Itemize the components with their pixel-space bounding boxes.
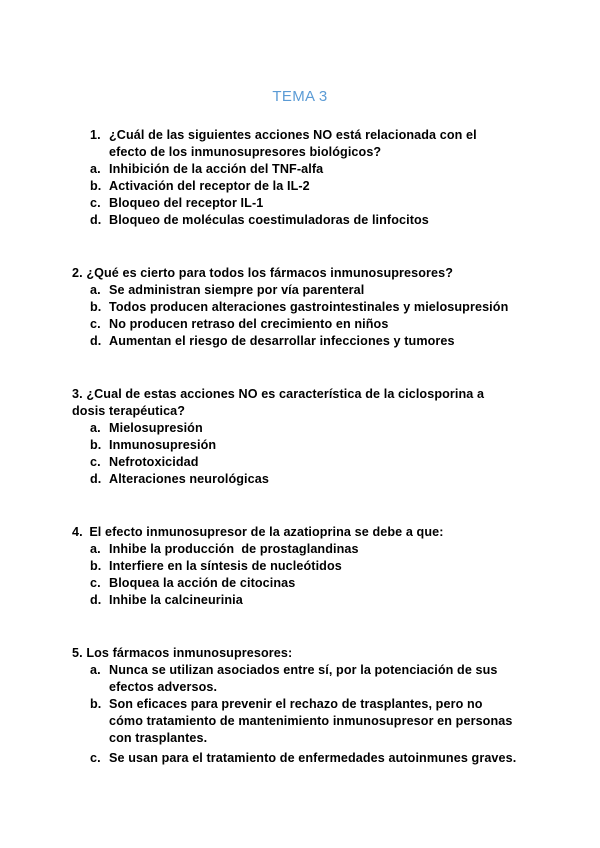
option-letter: c. (90, 576, 101, 590)
option-letter: a. (90, 663, 101, 677)
option-text: Mielosupresión (109, 421, 203, 435)
question-number: 2. (72, 266, 83, 280)
option-letter: d. (90, 334, 102, 348)
option-letter: d. (90, 472, 102, 486)
option-text: Aumentan el riesgo de desarrollar infecciones y tumores (109, 334, 455, 348)
option-text: Activación del receptor de la IL-2 (109, 179, 310, 193)
option-letter: b. (90, 559, 102, 573)
option-letter: c. (90, 455, 101, 469)
question-3 (72, 386, 542, 420)
question-4 (72, 524, 444, 541)
option-text: No producen retraso del crecimiento en niños (109, 317, 389, 331)
option-letter: b. (90, 300, 102, 314)
option-letter: a. (90, 421, 101, 435)
option-letter: b. (90, 438, 102, 452)
option-letter: a. (90, 162, 101, 176)
question-2 (72, 265, 453, 282)
option-letter: a. (90, 283, 101, 297)
option-text: Bloqueo de moléculas coestimuladoras de linfocitos (109, 213, 429, 227)
option-text: con trasplantes. (109, 731, 208, 745)
question-number: 1. (90, 128, 101, 142)
question-text-line: ¿Cuál de las siguientes acciones NO está relacionada con el (109, 128, 477, 142)
option-text: Se administran siempre por vía parenteral (109, 283, 365, 297)
option-text: Todos producen alteraciones gastrointestinales y mielosupresión (109, 300, 509, 314)
option-text: efectos adversos. (109, 680, 218, 694)
option-letter: b. (90, 697, 102, 711)
question-text-line: ¿Qué es cierto para todos los fármacos inmunosupresores? (86, 266, 454, 280)
option-letter: d. (90, 213, 102, 227)
question-number: 4. (72, 525, 83, 539)
question-text-line: dosis terapéutica? (72, 404, 186, 418)
option-text: Inhibición de la acción del TNF-alfa (109, 162, 324, 176)
option-letter: c. (90, 196, 101, 210)
question-5 (72, 645, 292, 662)
question-number: 3. (72, 387, 83, 401)
option-text: Inhibe la calcineurinia (109, 593, 243, 607)
option-letter: c. (90, 751, 101, 765)
option-text: Son eficaces para prevenir el rechazo de trasplantes, pero no (109, 697, 483, 711)
option-text: Bloqueo del receptor IL-1 (109, 196, 264, 210)
option-text: Se usan para el tratamiento de enfermedades autoinmunes graves. (109, 751, 517, 765)
option-text: Interfiere en la síntesis de nucleótidos (109, 559, 342, 573)
option-text: Bloquea la acción de citocinas (109, 576, 296, 590)
question-text-line: ¿Cual de estas acciones NO es característica de la ciclosporina a (86, 387, 485, 401)
option-text: cómo tratamiento de mantenimiento inmunosupresor en personas (109, 714, 513, 728)
option-letter: d. (90, 593, 102, 607)
option-text: Nunca se utilizan asociados entre sí, por la potenciación de sus (109, 663, 498, 677)
question-text-line: Los fármacos inmunosupresores: (86, 646, 293, 660)
option-letter: c. (90, 317, 101, 331)
option-letter: a. (90, 542, 101, 556)
question-text-line: efecto de los inmunosupresores biológicos? (109, 145, 382, 159)
option-text: Inmunosupresión (109, 438, 217, 452)
option-letter: b. (90, 179, 102, 193)
option-text: Alteraciones neurológicas (109, 472, 269, 486)
option-text: Inhibe la producción de prostaglandinas (109, 542, 359, 556)
question-number: 5. (72, 646, 83, 660)
option-text: Nefrotoxicidad (109, 455, 199, 469)
question-text-line: El efecto inmunosupresor de la azatioprina se debe a que: (89, 525, 444, 539)
page-title: TEMA 3 (272, 88, 328, 105)
